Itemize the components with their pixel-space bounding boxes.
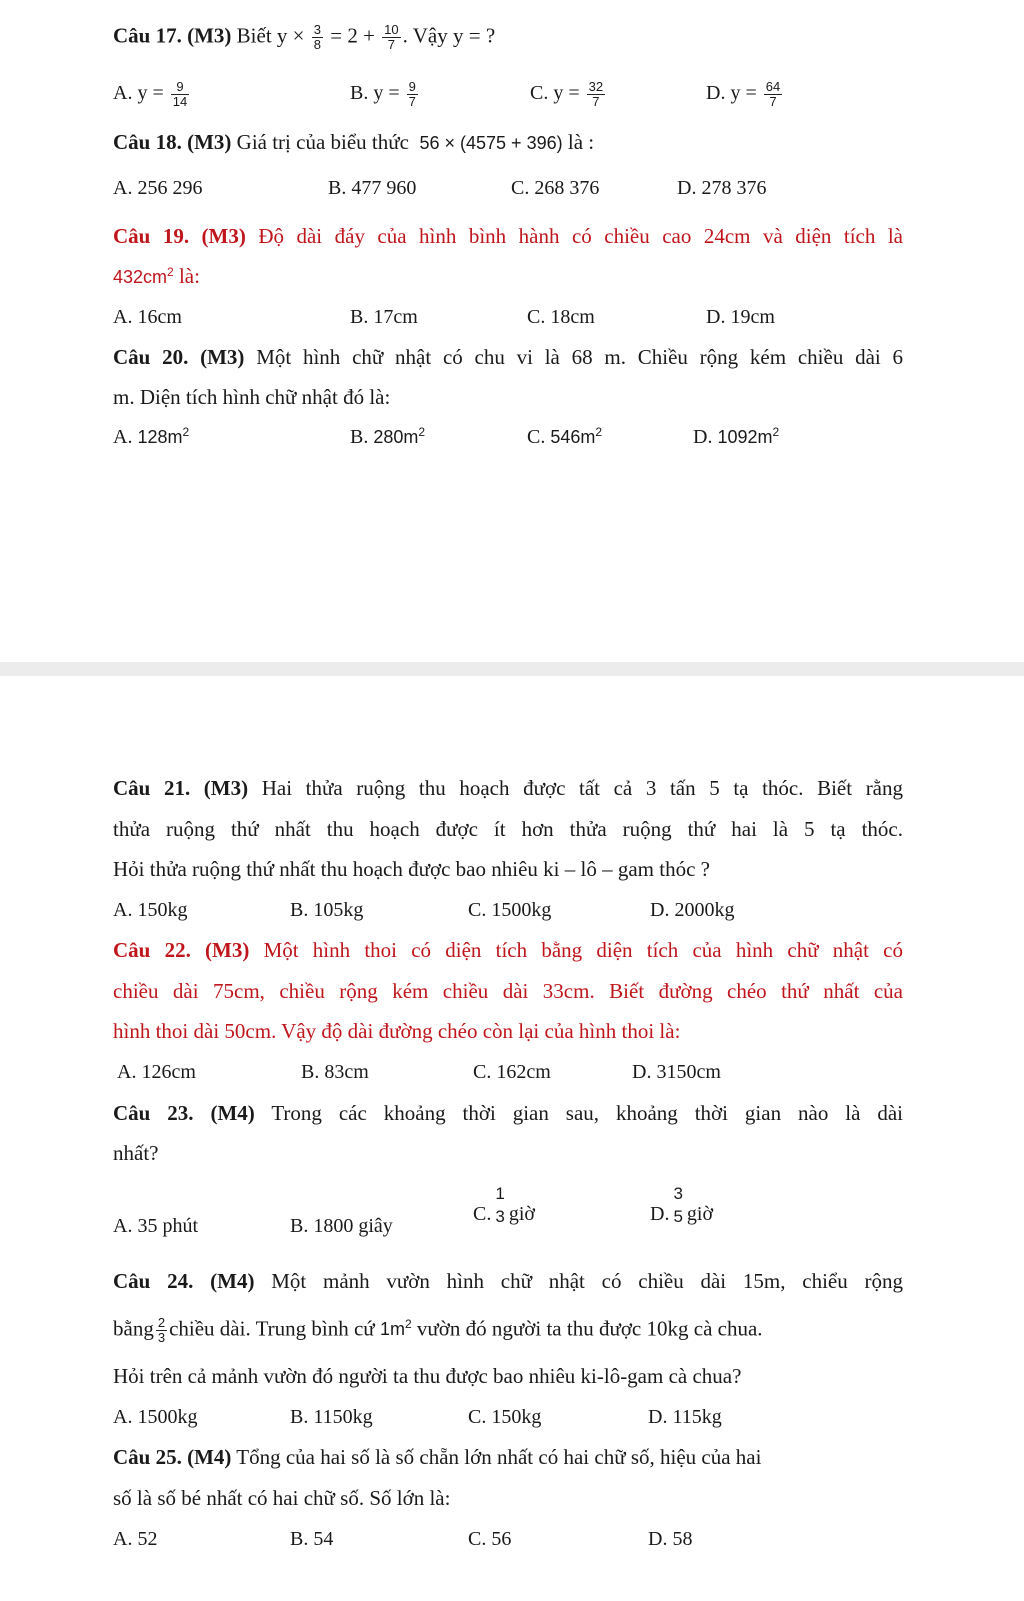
answer-option-a[interactable]: A. 35 phút	[113, 1215, 198, 1237]
question-22-line-3: hình thoi dài 50cm. Vậy độ dài đường chéo còn lại của hình thoi là:	[113, 1019, 681, 1043]
question-23	[113, 1101, 903, 1125]
answer-option-d[interactable]: D. 58	[648, 1528, 693, 1550]
answer-option-b[interactable]: B. 17cm	[350, 306, 418, 328]
question-text: là:	[178, 264, 200, 288]
answer-option-d[interactable]: D. y = $\frac{64}{7}$	[706, 79, 781, 109]
answer-option-c[interactable]: C. y = $\frac{32}{7}$	[530, 79, 604, 109]
answer-option-a[interactable]: A. 16cm	[113, 306, 182, 328]
answer-option-c[interactable]: C. 1500kg	[468, 899, 552, 921]
answer-option-b[interactable]: B. 1800 giây	[290, 1215, 393, 1237]
question-23-line-2: nhất?	[113, 1141, 159, 1165]
question-24-line-3: Hỏi trên cả mảnh vườn đó người ta thu được bao nhiêu ki-lô-gam cà chua?	[113, 1364, 742, 1388]
question-text: Hai thửa ruộng thu hoạch được tất cả 3 tấn 5 tạ thóc. Biết rằng	[261, 776, 904, 800]
answer-option-c[interactable]: C. 268 376	[511, 177, 600, 199]
question-label: Câu 25. (M4)	[113, 1445, 232, 1469]
answer-option-b[interactable]: B. 105kg	[290, 899, 364, 921]
area-value: $432cm^2$	[113, 265, 174, 287]
answer-option-a[interactable]: A. y = $\frac{9}{14}$	[113, 79, 188, 109]
answer-option-b[interactable]: B. $280m^2$	[350, 425, 426, 448]
answer-option-d[interactable]: D. 2000kg	[650, 899, 735, 921]
answer-option-d[interactable]: D. $\frac{3}{5}$ giờ	[650, 1184, 714, 1226]
question-text: Một hình thoi có diện tích bằng diện tích của hình chữ nhật có	[263, 938, 903, 962]
answer-option-c[interactable]: C. 56	[468, 1528, 512, 1550]
answer-option-d[interactable]: D. 115kg	[648, 1406, 722, 1428]
answer-option-c[interactable]: C. 18cm	[527, 306, 595, 328]
page-separator	[0, 662, 1024, 676]
question-24	[113, 1269, 903, 1293]
question-text: Độ dài đáy của hình bình hành có chiều cao 24cm và diện tích là	[258, 224, 903, 248]
question-24-line-2: bằng $\frac{2}{3}$ chiều dài. Trung bình cứ $1m^2$ vườn đó người ta thu được 10kg cà chua.	[113, 1315, 763, 1345]
answer-option-c[interactable]: C. $\frac{1}{3}$ giờ	[473, 1184, 535, 1226]
answer-option-a[interactable]: A. 256 296	[113, 177, 203, 199]
answer-option-c[interactable]: C. 162cm	[473, 1061, 551, 1083]
answer-option-a[interactable]: A. 150kg	[113, 899, 188, 921]
question-label: Câu 23. (M4)	[113, 1101, 255, 1125]
question-20-line-2: m. Diện tích hình chữ nhật đó là:	[113, 385, 391, 409]
document-page-1	[0, 0, 1024, 662]
question-label: Câu 19. (M3)	[113, 224, 246, 248]
question-text: là :	[567, 130, 595, 154]
question-text: Một mảnh vườn hình chữ nhật có chiều dài 15m, chiểu rộng	[271, 1269, 904, 1293]
question-17	[113, 23, 903, 52]
answer-option-b[interactable]: B. 54	[290, 1528, 334, 1550]
question-text: Biết y ×	[236, 23, 305, 48]
question-25	[113, 1445, 903, 1469]
question-25-line-2: số là số bé nhất có hai chữ số. Số lớn là:	[113, 1486, 451, 1510]
question-21	[113, 776, 903, 800]
question-20	[113, 345, 903, 369]
answer-option-d[interactable]: D. 3150cm	[632, 1061, 721, 1083]
question-19	[113, 224, 903, 248]
question-label: Câu 24. (M4)	[113, 1269, 255, 1293]
question-label: Câu 20. (M3)	[113, 345, 245, 369]
answer-option-a[interactable]: A. 52	[113, 1528, 158, 1550]
question-22	[113, 938, 903, 962]
answer-option-d[interactable]: D. $1092m^2$	[693, 425, 780, 448]
question-22-line-2: chiều dài 75cm, chiều rộng kém chiều dài 33cm. Biết đường chéo thứ nhất của	[113, 979, 903, 1003]
expression: 56 × (4575 + 396)	[419, 133, 563, 153]
answer-option-a[interactable]: A. 126cm	[117, 1061, 196, 1083]
question-text: Một hình chữ nhật có chu vi là 68 m. Chiều rộng kém chiều dài 6	[256, 345, 904, 369]
question-label: Câu 21. (M3)	[113, 776, 249, 800]
fraction: $\frac{3}{8}$	[313, 22, 321, 52]
question-text: Giá trị của biểu thức	[236, 130, 409, 154]
question-text: . Vậy y = ?	[402, 23, 496, 48]
question-text: Trong các khoảng thời gian sau, khoảng thời gian nào là dài	[271, 1101, 904, 1125]
answer-option-c[interactable]: C. 150kg	[468, 1406, 542, 1428]
answer-option-d[interactable]: D. 19cm	[706, 306, 775, 328]
question-label: Câu 18. (M3)	[113, 130, 232, 154]
fraction: $\frac{2}{3}$	[157, 1315, 166, 1345]
answer-option-b[interactable]: B. 477 960	[328, 177, 417, 199]
answer-option-b[interactable]: B. 83cm	[301, 1061, 369, 1083]
answer-option-a[interactable]: A. $128m^2$	[113, 425, 190, 448]
question-18	[113, 130, 903, 155]
question-19-line-2	[113, 264, 903, 289]
fraction: $\frac{10}{7}$	[384, 22, 399, 52]
answer-option-b[interactable]: B. y = $\frac{9}{7}$	[350, 79, 416, 109]
answer-option-a[interactable]: A. 1500kg	[113, 1406, 198, 1428]
question-text: = 2 +	[330, 23, 375, 48]
answer-option-b[interactable]: B. 1150kg	[290, 1406, 373, 1428]
question-label: Câu 17. (M3)	[113, 23, 232, 48]
question-21-line-3: Hỏi thửa ruộng thứ nhất thu hoạch được bao nhiêu ki – lô – gam thóc ?	[113, 857, 710, 881]
answer-option-c[interactable]: C. $546m^2$	[527, 425, 603, 448]
answer-option-d[interactable]: D. 278 376	[677, 177, 767, 199]
question-21-line-2: thửa ruộng thứ nhất thu hoạch được ít hơn thửa ruộng thứ hai là 5 tạ thóc.	[113, 817, 903, 841]
question-label: Câu 22. (M3)	[113, 938, 250, 962]
question-text: Tổng của hai số là số chẵn lớn nhất có hai chữ số, hiệu của hai	[236, 1445, 762, 1469]
